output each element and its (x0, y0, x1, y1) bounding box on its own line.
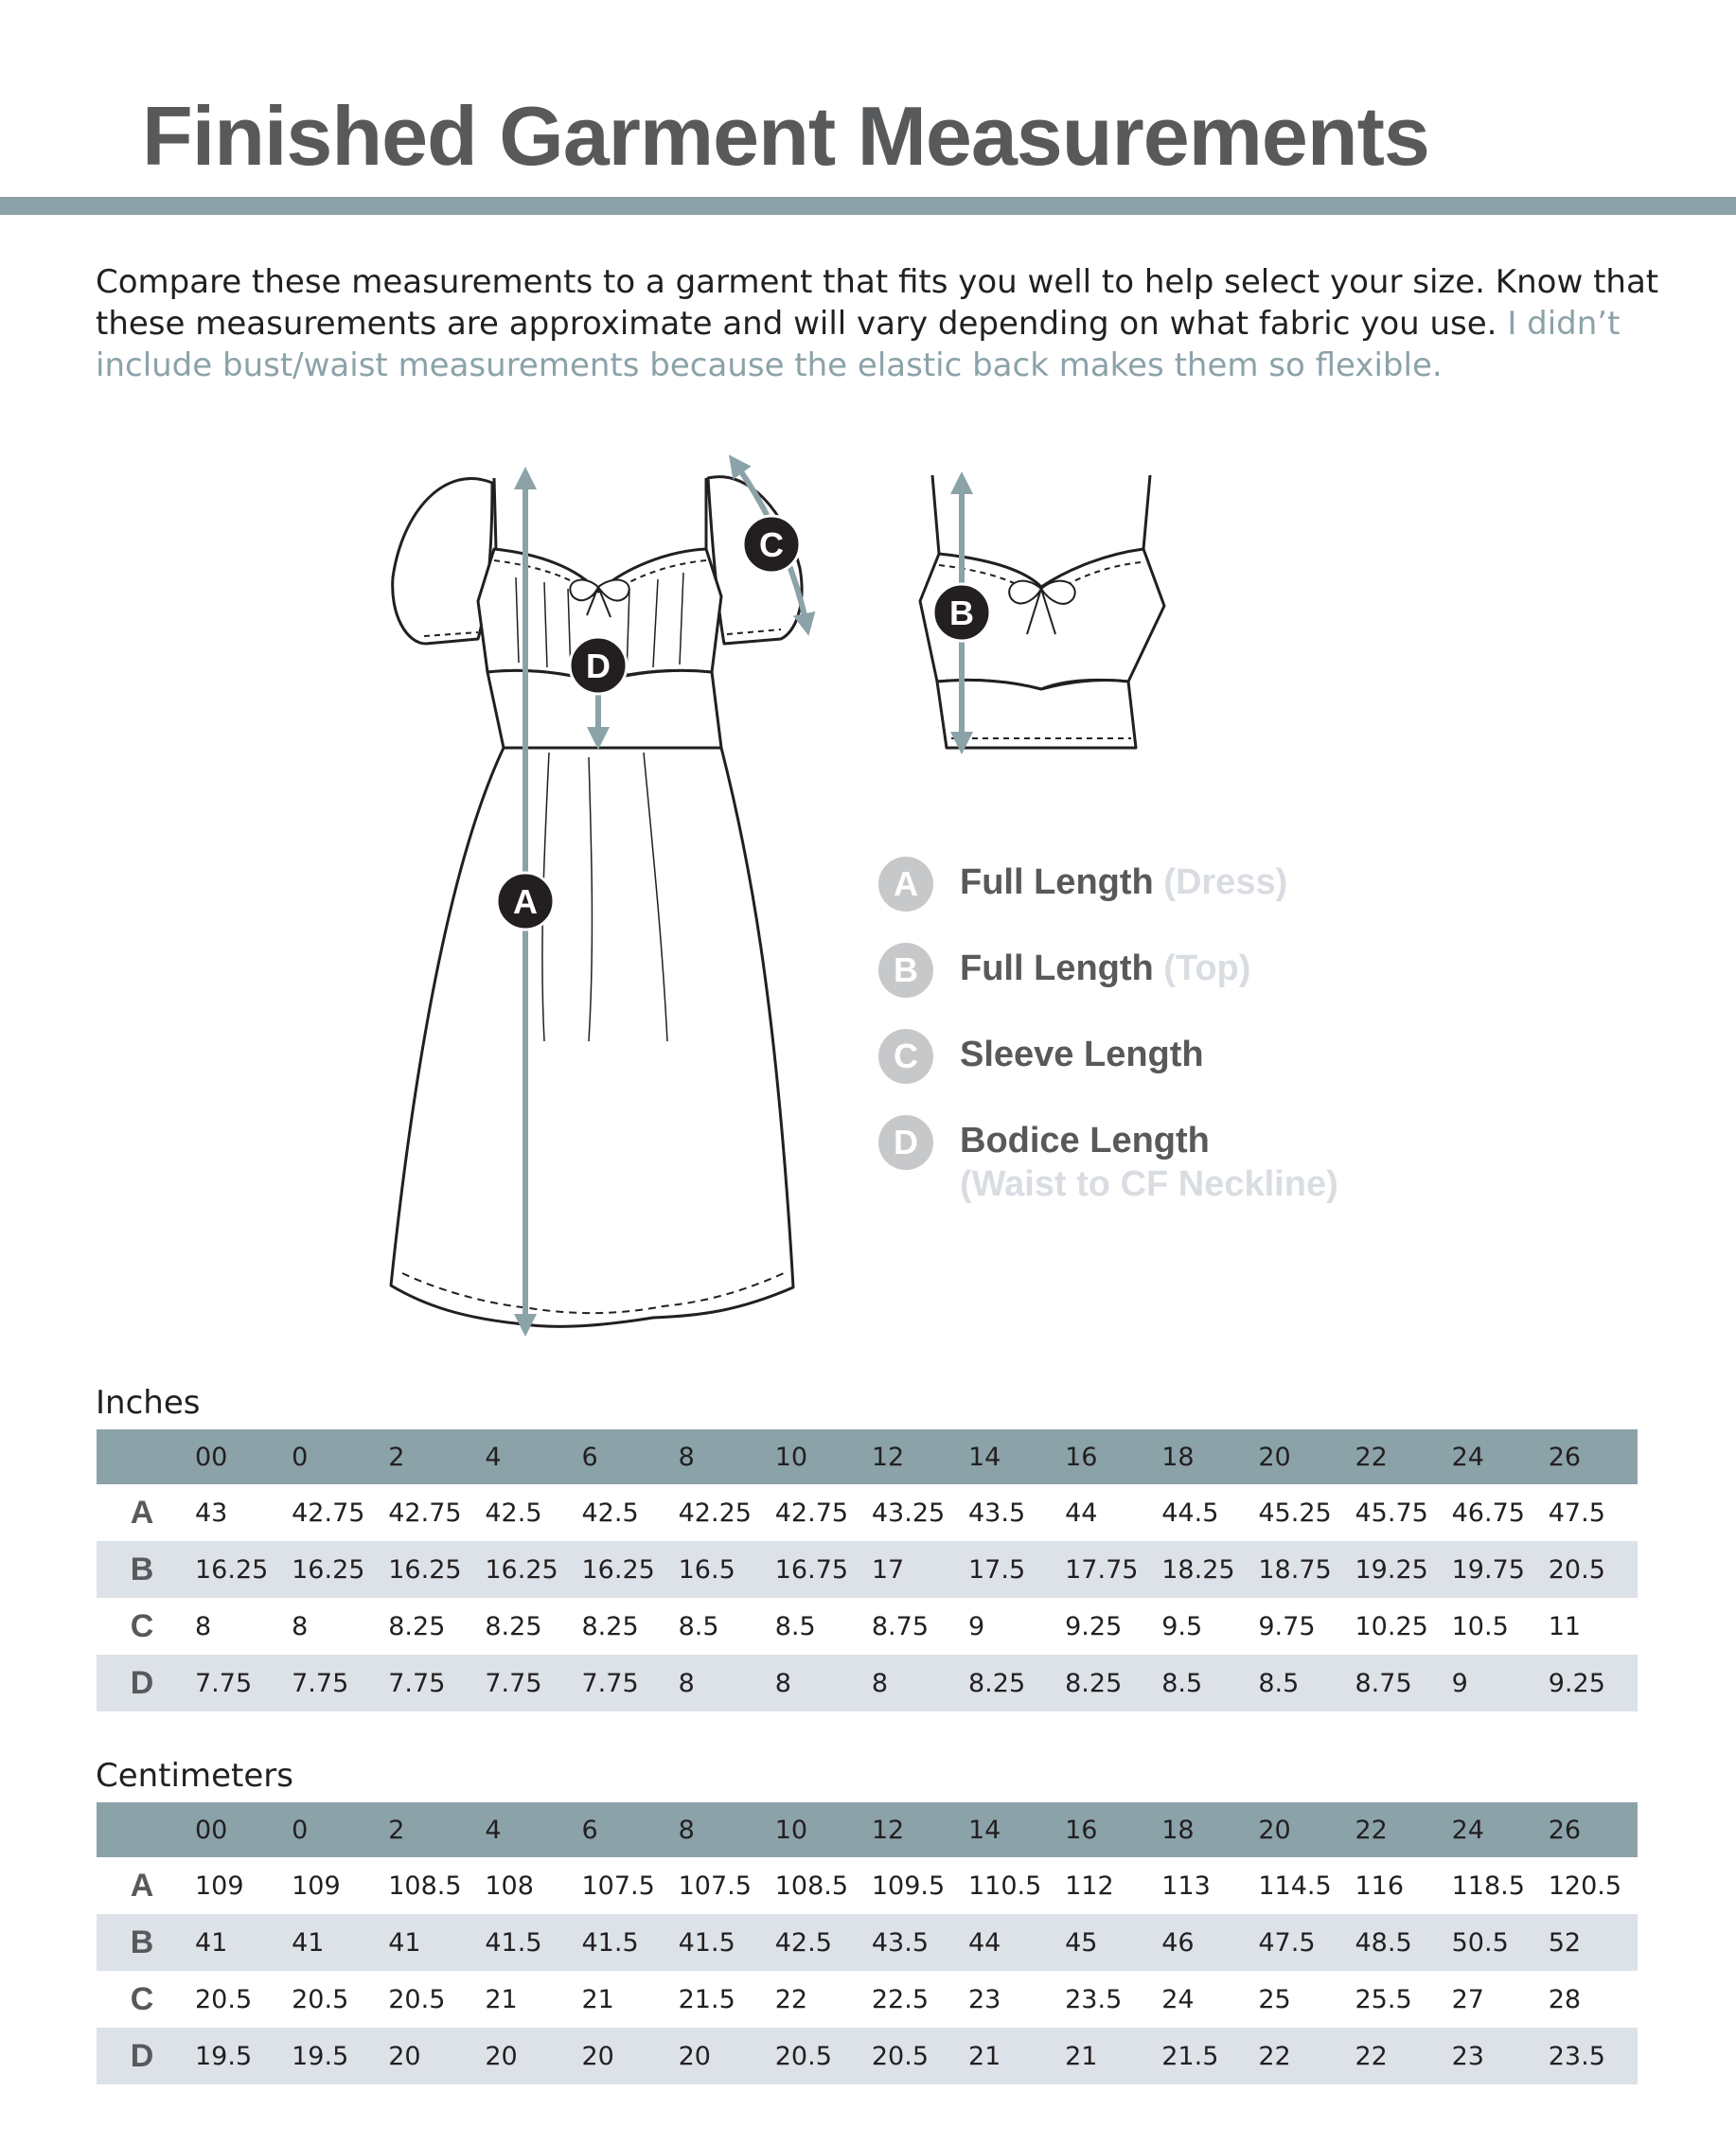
size-header: 24 (1444, 1802, 1541, 1857)
size-header: 22 (1348, 1429, 1444, 1484)
table-cell: 18.75 (1250, 1541, 1347, 1598)
table-cell: 112 (1065, 1870, 1114, 1901)
table-row (97, 1598, 1638, 1655)
table-row (97, 1541, 1638, 1598)
table-cell: 47.5 (1250, 1914, 1347, 1971)
size-header: 18 (1154, 1429, 1250, 1484)
table-cell: 46.75 (1451, 1498, 1525, 1528)
table-cell: 44 (961, 1914, 1057, 1971)
table-cell: 120.5 (1548, 1870, 1622, 1901)
table-cell: 45 (1057, 1914, 1154, 1971)
table-cell: 42.75 (388, 1498, 462, 1528)
table-cell: 17.75 (1057, 1541, 1154, 1598)
table-cell: 7.75 (187, 1655, 284, 1711)
table-cell: 46 (1154, 1914, 1250, 1971)
table-cell: 47.5 (1548, 1498, 1605, 1528)
table-cell: 7.75 (381, 1655, 477, 1711)
table-cell: 21.5 (678, 1984, 735, 2014)
table-cell: 9.25 (1065, 1611, 1123, 1641)
table-cell: 8.25 (388, 1611, 446, 1641)
centimeters-header-row (97, 1802, 1638, 1857)
page-title: Finished Garment Measurements (142, 89, 1429, 183)
table-row (97, 1484, 1638, 1541)
table-cell: 20 (575, 2028, 671, 2084)
table-cell: 50.5 (1444, 1914, 1541, 1971)
table-corner (97, 1802, 187, 1857)
intro-text: Compare these measurements to a garment that fits you well to help select your size. Know that these measurements are approximate and will vary depending on what fabric you use. (96, 263, 1659, 343)
table-cell: 41 (284, 1914, 381, 1971)
table-cell: 43.25 (871, 1498, 946, 1528)
table-cell: 42.5 (485, 1498, 542, 1528)
size-header: 4 (477, 1802, 574, 1857)
table-cell: 9 (968, 1611, 985, 1641)
table-cell: 109 (292, 1870, 341, 1901)
table-cell: 19.5 (284, 2028, 381, 2084)
table-cell: 22 (1348, 2028, 1444, 2084)
table-cell: 20 (477, 2028, 574, 2084)
size-header: 20 (1250, 1802, 1347, 1857)
table-cell: 16.25 (284, 1541, 381, 1598)
legend-label-d: Bodice Length (960, 1121, 1210, 1161)
intro-paragraph (96, 261, 1705, 386)
table-cell: 23 (1444, 2028, 1541, 2084)
table-cell: 109.5 (871, 1870, 946, 1901)
table-cell: 17 (864, 1541, 961, 1598)
table-cell: 21 (485, 1984, 518, 2014)
size-header: 10 (768, 1802, 864, 1857)
table-cell: 8 (768, 1655, 864, 1711)
table-cell: 16.25 (187, 1541, 284, 1598)
row-label: B (97, 1541, 187, 1598)
row-label: D (97, 1655, 187, 1711)
table-cell: 16.5 (671, 1541, 768, 1598)
table-cell: 24 (1161, 1984, 1195, 2014)
table-cell: 22.5 (871, 1984, 929, 2014)
table-cell: 8.25 (961, 1655, 1057, 1711)
table-cell: 42.25 (678, 1498, 752, 1528)
table-row (97, 1914, 1638, 1971)
table-cell: 20.5 (388, 1984, 446, 2014)
table-cell: 16.25 (477, 1541, 574, 1598)
size-header: 16 (1057, 1802, 1154, 1857)
table-cell: 8.75 (1348, 1655, 1444, 1711)
table-cell: 45.25 (1258, 1498, 1332, 1528)
size-header: 14 (961, 1429, 1057, 1484)
table-cell: 8.5 (774, 1611, 816, 1641)
table-cell: 20.5 (195, 1984, 253, 2014)
table-cell: 8 (292, 1611, 309, 1641)
garment-illustration (0, 426, 1736, 1344)
table-cell: 41.5 (477, 1914, 574, 1971)
badge-d-letter: D (586, 647, 611, 685)
badge-b-letter: B (949, 594, 974, 632)
table-cell: 8 (864, 1655, 961, 1711)
table-cell: 44.5 (1161, 1498, 1219, 1528)
table-cell: 41.5 (671, 1914, 768, 1971)
table-cell: 23.5 (1065, 1984, 1123, 2014)
table-cell: 41.5 (575, 1914, 671, 1971)
table-cell: 7.75 (575, 1655, 671, 1711)
badge-c-letter: C (759, 525, 784, 564)
intro-note: I didn’t include bust/waist measurements because the elastic back makes them so flexible. (96, 305, 1621, 384)
table-cell: 8.5 (1154, 1655, 1250, 1711)
table-cell: 108.5 (388, 1870, 462, 1901)
table-cell: 41 (381, 1914, 477, 1971)
table-cell: 23.5 (1541, 2028, 1638, 2084)
table-cell: 19.5 (187, 2028, 284, 2084)
measurement-badge-d (570, 637, 627, 694)
size-header: 14 (961, 1802, 1057, 1857)
table-cell: 20.5 (292, 1984, 349, 2014)
size-header: 10 (768, 1429, 864, 1484)
table-cell: 19.75 (1444, 1541, 1541, 1598)
table-cell: 16.75 (768, 1541, 864, 1598)
size-header: 22 (1348, 1802, 1444, 1857)
table-cell: 8.75 (871, 1611, 929, 1641)
table-cell: 20.5 (768, 2028, 864, 2084)
table-row (97, 2028, 1638, 2084)
table-cell: 45.75 (1355, 1498, 1428, 1528)
table-cell: 17.5 (961, 1541, 1057, 1598)
table-cell: 21 (581, 1984, 614, 2014)
legend-badge-c: C (878, 1029, 933, 1084)
table-cell: 8 (195, 1611, 212, 1641)
row-label: D (97, 2028, 187, 2084)
row-label: B (97, 1914, 187, 1971)
size-header: 18 (1154, 1802, 1250, 1857)
size-header: 00 (187, 1429, 284, 1484)
row-label: A (130, 1867, 154, 1904)
table-cell: 28 (1548, 1984, 1582, 2014)
table-row (97, 1971, 1638, 2028)
table-cell: 8.5 (1250, 1655, 1347, 1711)
table-cell: 107.5 (678, 1870, 752, 1901)
table-cell: 9 (1444, 1655, 1541, 1711)
size-header: 12 (864, 1429, 961, 1484)
table-cell: 16.25 (381, 1541, 477, 1598)
badge-a-letter: A (513, 882, 538, 921)
inches-header-row (97, 1429, 1638, 1484)
table-cell: 16.25 (575, 1541, 671, 1598)
table-cell: 114.5 (1258, 1870, 1332, 1901)
table-cell: 42.5 (581, 1498, 639, 1528)
size-header: 2 (381, 1802, 477, 1857)
table-cell: 9.5 (1161, 1611, 1203, 1641)
size-header: 26 (1541, 1429, 1638, 1484)
table-cell: 8.25 (485, 1611, 542, 1641)
size-header: 16 (1057, 1429, 1154, 1484)
table-cell: 109 (195, 1870, 244, 1901)
table-cell: 108.5 (774, 1870, 849, 1901)
measurement-badge-b (933, 584, 990, 641)
size-header: 00 (187, 1802, 284, 1857)
table-cell: 21 (961, 2028, 1057, 2084)
size-header: 0 (284, 1429, 381, 1484)
table-corner (97, 1429, 187, 1484)
size-header: 12 (864, 1802, 961, 1857)
table-cell: 22 (774, 1984, 808, 2014)
size-header: 8 (671, 1429, 768, 1484)
table-cell: 108 (485, 1870, 534, 1901)
table-cell: 11 (1548, 1611, 1582, 1641)
table-cell: 27 (1451, 1984, 1484, 2014)
title-rule (0, 197, 1736, 215)
table-cell: 9.25 (1541, 1655, 1638, 1711)
size-header: 24 (1444, 1429, 1541, 1484)
table-cell: 20.5 (864, 2028, 961, 2084)
size-header: 6 (575, 1429, 671, 1484)
size-header: 4 (477, 1429, 574, 1484)
table-cell: 52 (1541, 1914, 1638, 1971)
table-cell: 7.75 (284, 1655, 381, 1711)
size-header: 6 (575, 1802, 671, 1857)
table-cell: 8 (671, 1655, 768, 1711)
measurement-badge-a (497, 873, 554, 930)
table-cell: 9.75 (1258, 1611, 1316, 1641)
table-cell: 48.5 (1348, 1914, 1444, 1971)
legend-label-c: Sleeve Length (960, 1035, 1204, 1074)
table-cell: 43.5 (864, 1914, 961, 1971)
legend-label-a: Full Length (Dress) (960, 862, 1288, 902)
table-cell: 118.5 (1451, 1870, 1525, 1901)
table-cell: 110.5 (968, 1870, 1042, 1901)
table-cell: 10.5 (1451, 1611, 1509, 1641)
legend-sub-d: (Waist to CF Neckline) (960, 1164, 1338, 1204)
legend-badge-b: B (878, 943, 933, 998)
table-cell: 113 (1161, 1870, 1211, 1901)
table-cell: 20.5 (1541, 1541, 1638, 1598)
table-cell: 8.5 (678, 1611, 719, 1641)
legend-badge-d: D (878, 1115, 933, 1170)
table-cell: 42.75 (774, 1498, 849, 1528)
table-cell: 23 (968, 1984, 1001, 2014)
measurement-badge-c (743, 516, 800, 573)
table-cell: 43.5 (968, 1498, 1026, 1528)
table-cell: 20 (671, 2028, 768, 2084)
row-label: A (130, 1494, 154, 1531)
centimeters-table (97, 1802, 1638, 2084)
table-cell: 42.5 (768, 1914, 864, 1971)
table-cell: 8.25 (581, 1611, 639, 1641)
table-cell: 42.75 (292, 1498, 365, 1528)
row-label: C (130, 1607, 154, 1644)
table-cell: 43 (195, 1498, 228, 1528)
centimeters-label: Centimeters (96, 1757, 293, 1795)
legend-badge-a: A (878, 857, 933, 912)
table-cell: 8.25 (1057, 1655, 1154, 1711)
row-label: C (130, 1980, 154, 2017)
size-header: 2 (381, 1429, 477, 1484)
table-cell: 10.25 (1355, 1611, 1428, 1641)
table-row (97, 1655, 1638, 1711)
inches-table (97, 1429, 1638, 1711)
table-cell: 116 (1355, 1870, 1405, 1901)
table-cell: 21.5 (1154, 2028, 1250, 2084)
table-cell: 25 (1258, 1984, 1291, 2014)
dress-drawing (391, 477, 802, 1327)
table-cell: 19.25 (1348, 1541, 1444, 1598)
size-header: 20 (1250, 1429, 1347, 1484)
table-row (97, 1857, 1638, 1914)
table-cell: 107.5 (581, 1870, 655, 1901)
inches-label: Inches (96, 1384, 201, 1422)
legend-label-b: Full Length (Top) (960, 948, 1251, 988)
size-header: 8 (671, 1802, 768, 1857)
table-cell: 41 (187, 1914, 284, 1971)
size-header: 26 (1541, 1802, 1638, 1857)
table-cell: 18.25 (1154, 1541, 1250, 1598)
table-cell: 22 (1250, 2028, 1347, 2084)
table-cell: 20 (381, 2028, 477, 2084)
table-cell: 7.75 (477, 1655, 574, 1711)
size-header: 0 (284, 1802, 381, 1857)
table-cell: 25.5 (1355, 1984, 1412, 2014)
table-cell: 44 (1065, 1498, 1098, 1528)
table-cell: 21 (1057, 2028, 1154, 2084)
